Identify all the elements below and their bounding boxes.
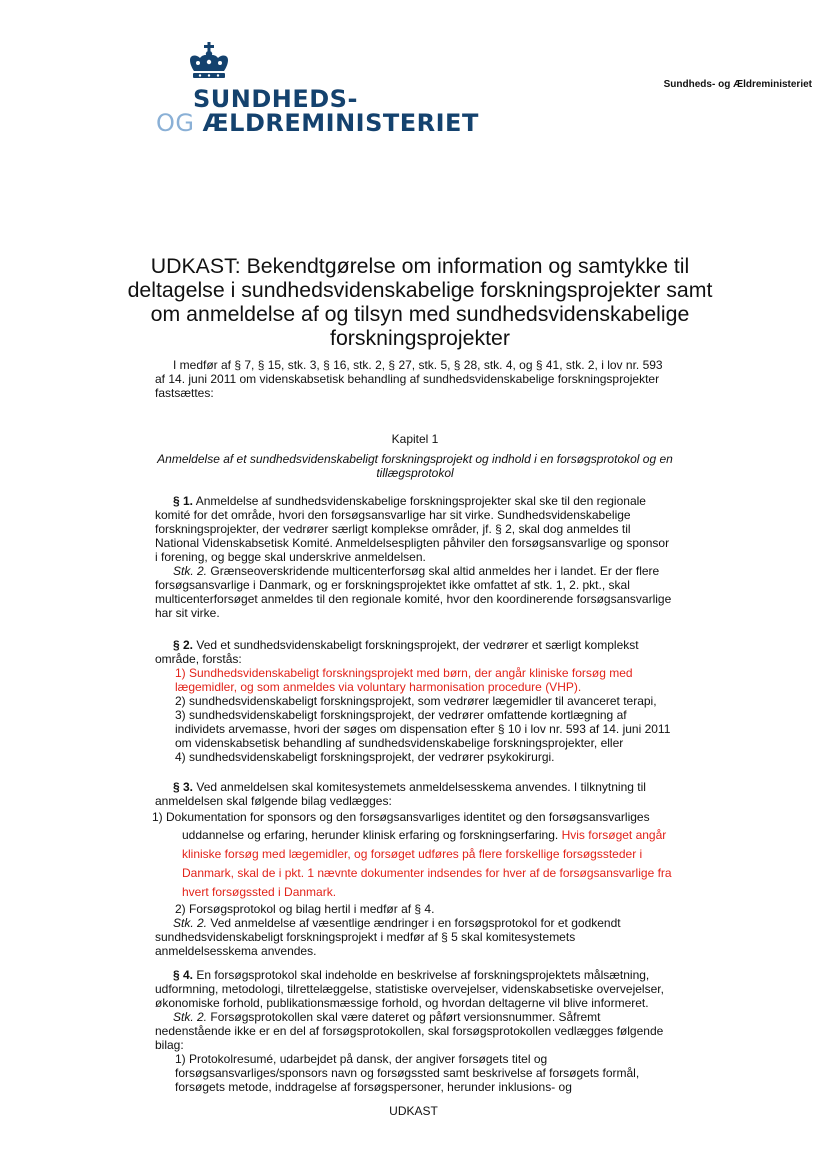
section-4 [155, 968, 675, 1094]
document-title: UDKAST: Bekendtgørelse om information og samtykke til deltagelse i sundhedsvidenskabelige forskningsprojekter samt om anmeldelse af og tilsyn med sundhedsvidenskabelige forskningsprojekter [127, 254, 713, 350]
section-1-stk2-text: Grænseoverskridende multicenterforsøg skal altid anmeldes her i landet. Er der flere forsøgsansvarlige i Danmark, og er forskningsprojektet ikke omfattet af stk. 1, 2. pkt., skal multicenterforsøget anmeldes til den regionale komité, hvor den koordinerende forsøgsansvarlige har sit virke. [155, 564, 672, 620]
page-footer: UDKAST [389, 1104, 438, 1118]
section-4-item-1: 1) Protokolresumé, udarbejdet på dansk, der angiver forsøgets titel og forsøgsansvarliges/sponsors navn og forsøgssted samt beskrivelse af forsøgets formål, forsøgets metode, inddragelse af forsøgspersoner, herunder inklusions- og [175, 1052, 640, 1094]
section-3-stk2-text: Ved anmeldelse af væsentlige ændringer i en forsøgsprotokol for et godkendt sundhedsvidenskabeligt forskningsprojekt i medfør af § 5 skal komitesystemets anmeldelsesskema anvendes. [155, 916, 621, 958]
section-1-mark: § 1. [173, 494, 194, 508]
section-3-stk2-label: Stk. 2. [173, 916, 208, 930]
section-2-item-3: 3) sundhedsvidenskabeligt forskningsprojekt, der vedrører omfattende kortlægning af individets arvemasse, hvori der søges om dispensation efter § 10 i lov nr. 593 af 14. juni 2011 om videnskabsetisk behandling af sundhedsvidenskabelige forskningsprojekter, eller [175, 708, 671, 750]
section-4-paragraph [155, 968, 675, 1010]
section-2 [155, 638, 675, 764]
logo-text-line2 [156, 109, 479, 137]
logo-main-text: ÆLDREMINISTERIET [202, 109, 479, 137]
section-1-text: Anmeldelse af sundhedsvidenskabelige forskningsprojekter skal ske til den regionale komité for det område, hvori den forsøgsansvarlige har sit virke. Sundhedsvidenskabelige forskningsprojekter, der vedrører særligt komplekse områder, jf. § 2, skal dog anmeldes til National Videnskabsetisk Komité. Anmeldelsespligten påhviler den forsøgsansvarlige og sponsor i forening, og begge skal underskrive anmeldelsen. [155, 494, 670, 564]
section-3-mark: § 3. [173, 780, 194, 794]
section-4-stk2-text: Forsøgsprotokollen skal være dateret og påført versionsnummer. Såfremt nedenstående ikke er en del af forsøgsprotokollen, skal forsøgsprotokollen vedlægges følgende bilag: [155, 1010, 664, 1052]
section-4-stk2 [155, 1010, 675, 1052]
header-ministry-name: Sundheds- og Ældreministeriet [663, 79, 812, 90]
section-3 [152, 780, 675, 958]
section-2-item-2: 2) sundhedsvidenskabeligt forskningsprojekt, som vedrører lægemidler til avanceret terapi, [175, 694, 657, 708]
section-3-stk2 [155, 916, 675, 958]
section-4-stk2-label: Stk. 2. [173, 1010, 208, 1024]
section-3-item-1-cont: uddannelse og erfaring, herunder klinisk erfaring og forskningserfaring. [182, 828, 559, 842]
section-3-item-2: 2) Forsøgsprotokol og bilag hertil i medfør af § 4. [175, 902, 435, 916]
section-2-text: Ved et sundhedsvidenskabeligt forskningsprojekt, der vedrører et særligt komplekst område, forstås: [155, 638, 639, 666]
section-2-paragraph [155, 638, 675, 666]
section-4-mark: § 4. [173, 968, 194, 982]
section-3-item-1-red: Hvis forsøget angår kliniske forsøg med lægemidler, og forsøget udføres på flere forskellige forsøgssteder i Danmark, skal de i pkt. 1 nævnte dokumenter indsendes for hver af de forsøgsansvarlige fra hvert forsøgssted i Danmark. [182, 828, 672, 899]
preamble [155, 358, 675, 400]
section-1-paragraph [155, 494, 675, 564]
section-3-item-1-continued [155, 826, 675, 902]
logo-text-line1: SUNDHEDS- [193, 85, 358, 113]
section-1 [155, 494, 675, 620]
logo-og-text: OG [156, 109, 195, 137]
preamble-text: I medfør af § 7, § 15, stk. 3, § 16, stk. 2, § 27, stk. 5, § 28, stk. 4, og § 41, stk. 2, i lov nr. 593 af 14. juni 2011 om videnskabsetisk behandling af sundhedsvidenskabelige forskningsprojekter fastsættes: [155, 358, 663, 400]
section-3-item-1: 1) Dokumentation for sponsors og den forsøgsansvarliges identitet og den forsøgsansvarliges [152, 810, 650, 824]
chapter-label: Kapitel 1 [391, 432, 439, 446]
chapter-heading: Anmeldelse af et sundhedsvidenskabeligt forskningsprojekt og indhold i en forsøgsprotokol og en tillægsprotokol [157, 452, 673, 480]
ministry-logo [156, 42, 479, 137]
section-3-paragraph [155, 780, 675, 808]
section-1-stk2-label: Stk. 2. [173, 564, 208, 578]
section-1-stk2 [155, 564, 675, 620]
section-2-item-4: 4) sundhedsvidenskabeligt forskningsprojekt, der vedrører psykokirurgi. [175, 750, 555, 764]
section-2-mark: § 2. [173, 638, 194, 652]
section-3-text: Ved anmeldelsen skal komitesystemets anmeldelsesskema anvendes. I tilknytning til anmeldelsen skal følgende bilag vedlægges: [155, 780, 646, 808]
crown-icon [186, 42, 232, 82]
section-4-text: En forsøgsprotokol skal indeholde en beskrivelse af forskningsprojektets målsætning, udformning, metodologi, tilrettelæggelse, statistiske overvejelser, videnskabsetiske overvejelser, økonomiske forhold, publikationsmæssige forhold, og hvordan deltagerne vil blive informeret. [155, 968, 664, 1010]
section-2-item-1: 1) Sundhedsvidenskabeligt forskningsprojekt med børn, der angår kliniske forsøg med lægemidler, og som anmeldes via voluntary harmonisation procedure (VHP). [175, 666, 633, 694]
